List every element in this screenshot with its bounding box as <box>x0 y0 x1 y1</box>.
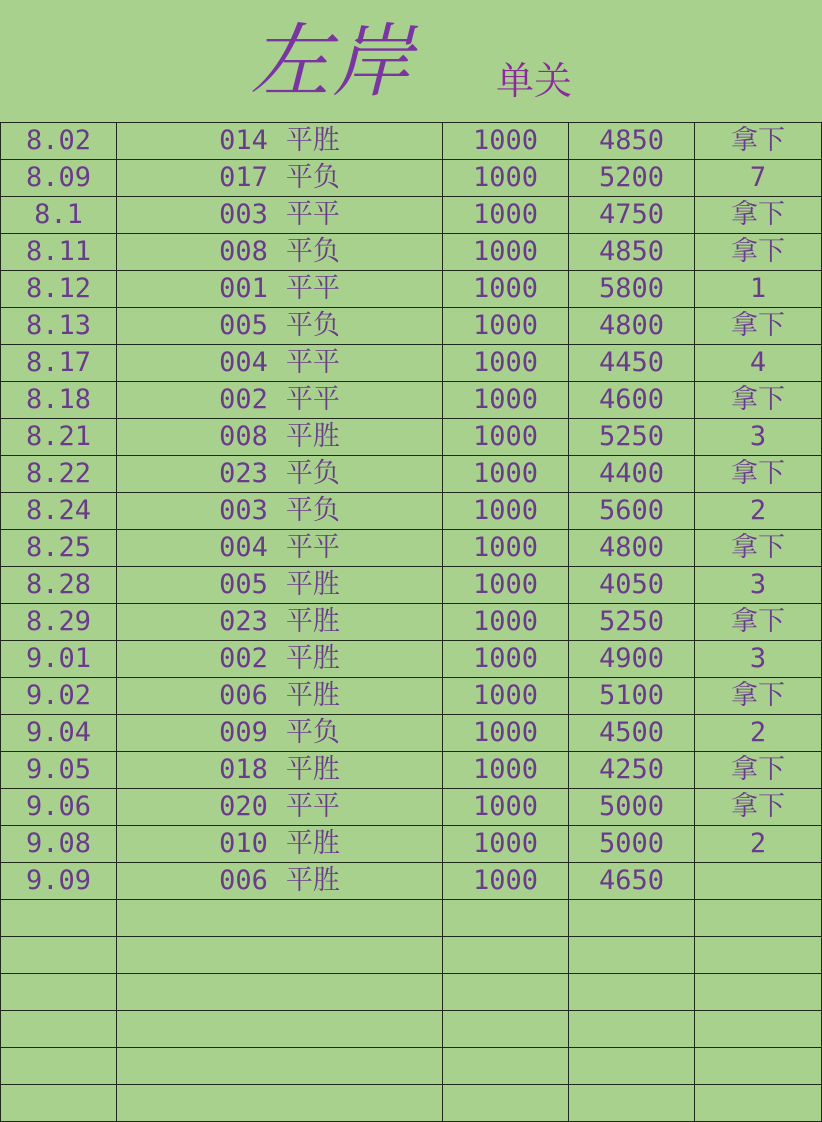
stake-value: 1000 <box>472 162 539 193</box>
date-value: 8.1 <box>34 199 83 230</box>
result-value: 2 <box>749 495 767 526</box>
date-cell[interactable] <box>1 419 117 456</box>
match-pick: 平胜 <box>285 421 340 452</box>
match-code: 005 <box>219 310 268 341</box>
match-cell[interactable] <box>117 419 443 456</box>
match-pick: 平负 <box>285 236 340 267</box>
date-cell[interactable] <box>1 715 117 752</box>
result-value: 拿下 <box>731 236 785 267</box>
payout-value: 4850 <box>598 125 665 156</box>
match-code: 020 <box>219 791 268 822</box>
payout-value: 4750 <box>598 199 665 230</box>
date-cell[interactable] <box>1 493 117 530</box>
payout-cell[interactable] <box>569 863 695 900</box>
table-row <box>1 345 822 382</box>
stake-cell[interactable] <box>443 1048 569 1085</box>
date-cell[interactable] <box>1 900 117 937</box>
match-cell[interactable] <box>117 1048 443 1085</box>
match-cell[interactable] <box>117 974 443 1011</box>
result-value: 2 <box>749 828 767 859</box>
payout-cell[interactable] <box>569 308 695 345</box>
date-cell[interactable] <box>1 456 117 493</box>
payout-value: 4250 <box>598 754 665 785</box>
date-value: 8.25 <box>25 532 92 563</box>
match-cell[interactable] <box>117 197 443 234</box>
stake-cell[interactable] <box>443 197 569 234</box>
result-cell[interactable] <box>695 789 822 826</box>
payout-cell[interactable] <box>569 1085 695 1122</box>
result-value: 拿下 <box>731 384 785 415</box>
payout-value: 5100 <box>598 680 665 711</box>
payout-cell[interactable] <box>569 826 695 863</box>
title-banner <box>0 0 822 122</box>
match-cell[interactable] <box>117 826 443 863</box>
payout-cell[interactable] <box>569 123 695 160</box>
result-value: 拿下 <box>731 458 785 489</box>
result-cell[interactable] <box>695 900 822 937</box>
date-value: 9.01 <box>25 643 92 674</box>
payout-cell[interactable] <box>569 382 695 419</box>
date-value: 8.12 <box>25 273 92 304</box>
match-pick: 平胜 <box>285 125 340 156</box>
match-cell[interactable] <box>117 678 443 715</box>
table-row <box>1 641 822 678</box>
match-pick: 平胜 <box>285 680 340 711</box>
match-pick: 平平 <box>285 532 340 563</box>
stake-cell[interactable] <box>443 1085 569 1122</box>
table-row <box>1 826 822 863</box>
stake-cell[interactable] <box>443 123 569 160</box>
result-cell[interactable] <box>695 641 822 678</box>
match-pick: 平平 <box>285 273 340 304</box>
stake-cell[interactable] <box>443 160 569 197</box>
payout-value: 5000 <box>598 828 665 859</box>
date-cell[interactable] <box>1 308 117 345</box>
stake-value: 1000 <box>472 384 539 415</box>
payout-value: 4800 <box>598 310 665 341</box>
match-code: 018 <box>219 754 268 785</box>
table-row <box>1 752 822 789</box>
match-code: 008 <box>219 236 268 267</box>
payout-value: 5600 <box>598 495 665 526</box>
payout-cell[interactable] <box>569 715 695 752</box>
stake-cell[interactable] <box>443 567 569 604</box>
date-cell[interactable] <box>1 567 117 604</box>
match-code: 006 <box>219 865 268 896</box>
payout-value: 5250 <box>598 606 665 637</box>
result-value: 拿下 <box>731 125 785 156</box>
stake-cell[interactable] <box>443 234 569 271</box>
result-value: 3 <box>749 569 767 600</box>
date-cell[interactable] <box>1 382 117 419</box>
stake-value: 1000 <box>472 828 539 859</box>
payout-value: 5800 <box>598 273 665 304</box>
result-cell[interactable] <box>695 678 822 715</box>
match-cell[interactable] <box>117 493 443 530</box>
stake-cell[interactable] <box>443 493 569 530</box>
bet-record-table <box>0 122 822 1122</box>
payout-value: 5250 <box>598 421 665 452</box>
date-value: 9.08 <box>25 828 92 859</box>
table-row <box>1 604 822 641</box>
match-cell[interactable] <box>117 123 443 160</box>
table-row <box>1 567 822 604</box>
payout-cell[interactable] <box>569 160 695 197</box>
match-pick: 平胜 <box>285 569 340 600</box>
result-cell[interactable] <box>695 345 822 382</box>
match-cell[interactable] <box>117 789 443 826</box>
result-cell[interactable] <box>695 752 822 789</box>
result-value: 拿下 <box>731 199 785 230</box>
match-cell[interactable] <box>117 900 443 937</box>
result-cell[interactable] <box>695 308 822 345</box>
date-cell[interactable] <box>1 160 117 197</box>
date-value: 8.11 <box>25 236 92 267</box>
match-code: 009 <box>219 717 268 748</box>
match-pick: 平胜 <box>285 754 340 785</box>
match-code: 006 <box>219 680 268 711</box>
result-value: 拿下 <box>731 532 785 563</box>
date-cell[interactable] <box>1 530 117 567</box>
match-pick: 平胜 <box>285 643 340 674</box>
match-code: 003 <box>219 199 268 230</box>
page-subtitle: 单关 <box>496 59 573 103</box>
stake-value: 1000 <box>472 125 539 156</box>
stake-cell[interactable] <box>443 715 569 752</box>
match-code: 023 <box>219 606 268 637</box>
match-code: 017 <box>219 162 268 193</box>
date-value: 8.24 <box>25 495 92 526</box>
date-value: 9.04 <box>25 717 92 748</box>
match-pick: 平负 <box>285 458 340 489</box>
stake-cell[interactable] <box>443 604 569 641</box>
table-body <box>1 123 822 1122</box>
payout-cell[interactable] <box>569 456 695 493</box>
payout-cell[interactable] <box>569 937 695 974</box>
match-pick: 平胜 <box>285 828 340 859</box>
match-cell[interactable] <box>117 1085 443 1122</box>
stake-cell[interactable] <box>443 863 569 900</box>
stake-cell[interactable] <box>443 641 569 678</box>
match-cell[interactable] <box>117 1011 443 1048</box>
payout-cell[interactable] <box>569 900 695 937</box>
payout-cell[interactable] <box>569 1048 695 1085</box>
date-cell[interactable] <box>1 974 117 1011</box>
date-value: 8.18 <box>25 384 92 415</box>
result-value: 3 <box>749 421 767 452</box>
table-row <box>1 234 822 271</box>
match-pick: 平平 <box>285 347 340 378</box>
match-code: 008 <box>219 421 268 452</box>
payout-cell[interactable] <box>569 345 695 382</box>
table-row <box>1 530 822 567</box>
match-pick: 平胜 <box>285 606 340 637</box>
result-cell[interactable] <box>695 974 822 1011</box>
match-code: 003 <box>219 495 268 526</box>
stake-cell[interactable] <box>443 974 569 1011</box>
stake-value: 1000 <box>472 606 539 637</box>
result-cell[interactable] <box>695 234 822 271</box>
table-row <box>1 863 822 900</box>
stake-value: 1000 <box>472 310 539 341</box>
match-cell[interactable] <box>117 530 443 567</box>
stake-cell[interactable] <box>443 900 569 937</box>
result-cell[interactable] <box>695 1011 822 1048</box>
match-cell[interactable] <box>117 456 443 493</box>
date-cell[interactable] <box>1 678 117 715</box>
match-pick: 平负 <box>285 717 340 748</box>
table-row <box>1 678 822 715</box>
match-pick: 平胜 <box>285 865 340 896</box>
result-cell[interactable] <box>695 1085 822 1122</box>
date-value: 8.09 <box>25 162 92 193</box>
payout-value: 4600 <box>598 384 665 415</box>
result-value: 2 <box>749 717 767 748</box>
match-cell[interactable] <box>117 641 443 678</box>
result-cell[interactable] <box>695 863 822 900</box>
result-cell[interactable] <box>695 937 822 974</box>
stake-cell[interactable] <box>443 456 569 493</box>
match-code: 005 <box>219 569 268 600</box>
match-cell[interactable] <box>117 345 443 382</box>
payout-cell[interactable] <box>569 530 695 567</box>
result-cell[interactable] <box>695 197 822 234</box>
table-row <box>1 900 822 937</box>
table-row <box>1 937 822 974</box>
date-value: 8.02 <box>25 125 92 156</box>
result-value: 拿下 <box>731 680 785 711</box>
table-row <box>1 715 822 752</box>
table-row <box>1 197 822 234</box>
match-pick: 平平 <box>285 791 340 822</box>
date-cell[interactable] <box>1 234 117 271</box>
stake-value: 1000 <box>472 791 539 822</box>
payout-value: 4500 <box>598 717 665 748</box>
stake-cell[interactable] <box>443 271 569 308</box>
match-code: 004 <box>219 347 268 378</box>
stake-cell[interactable] <box>443 419 569 456</box>
date-cell[interactable] <box>1 863 117 900</box>
stake-value: 1000 <box>472 532 539 563</box>
result-value: 3 <box>749 643 767 674</box>
date-cell[interactable] <box>1 826 117 863</box>
date-value: 8.22 <box>25 458 92 489</box>
result-value: 拿下 <box>731 791 785 822</box>
payout-value: 4050 <box>598 569 665 600</box>
stake-cell[interactable] <box>443 530 569 567</box>
match-cell[interactable] <box>117 160 443 197</box>
table-row <box>1 974 822 1011</box>
result-cell[interactable] <box>695 1048 822 1085</box>
match-cell[interactable] <box>117 937 443 974</box>
date-cell[interactable] <box>1 345 117 382</box>
date-cell[interactable] <box>1 604 117 641</box>
date-cell[interactable] <box>1 789 117 826</box>
stake-cell[interactable] <box>443 937 569 974</box>
match-cell[interactable] <box>117 863 443 900</box>
payout-cell[interactable] <box>569 271 695 308</box>
result-cell[interactable] <box>695 604 822 641</box>
result-cell[interactable] <box>695 123 822 160</box>
stake-value: 1000 <box>472 273 539 304</box>
match-cell[interactable] <box>117 234 443 271</box>
date-cell[interactable] <box>1 197 117 234</box>
payout-value: 4900 <box>598 643 665 674</box>
result-value: 7 <box>749 162 767 193</box>
date-cell[interactable] <box>1 1085 117 1122</box>
table-row <box>1 493 822 530</box>
date-value: 8.28 <box>25 569 92 600</box>
stake-cell[interactable] <box>443 752 569 789</box>
page-title: 左岸 <box>250 15 414 108</box>
match-pick: 平平 <box>285 384 340 415</box>
match-code: 004 <box>219 532 268 563</box>
date-value: 9.09 <box>25 865 92 896</box>
payout-cell[interactable] <box>569 604 695 641</box>
stake-value: 1000 <box>472 754 539 785</box>
result-value: 拿下 <box>731 754 785 785</box>
stake-cell[interactable] <box>443 678 569 715</box>
match-pick: 平负 <box>285 162 340 193</box>
date-cell[interactable] <box>1 641 117 678</box>
date-value: 8.21 <box>25 421 92 452</box>
stake-value: 1000 <box>472 199 539 230</box>
stake-cell[interactable] <box>443 308 569 345</box>
stake-value: 1000 <box>472 865 539 896</box>
date-value: 8.13 <box>25 310 92 341</box>
match-code: 002 <box>219 384 268 415</box>
stake-cell[interactable] <box>443 789 569 826</box>
stake-value: 1000 <box>472 458 539 489</box>
payout-cell[interactable] <box>569 493 695 530</box>
result-cell[interactable] <box>695 567 822 604</box>
payout-value: 4450 <box>598 347 665 378</box>
payout-cell[interactable] <box>569 789 695 826</box>
match-code: 001 <box>219 273 268 304</box>
date-value: 9.02 <box>25 680 92 711</box>
payout-cell[interactable] <box>569 1011 695 1048</box>
match-cell[interactable] <box>117 308 443 345</box>
result-value: 1 <box>749 273 767 304</box>
result-cell[interactable] <box>695 826 822 863</box>
result-cell[interactable] <box>695 493 822 530</box>
payout-cell[interactable] <box>569 641 695 678</box>
stake-value: 1000 <box>472 236 539 267</box>
match-cell[interactable] <box>117 752 443 789</box>
result-cell[interactable] <box>695 715 822 752</box>
date-value: 9.05 <box>25 754 92 785</box>
match-cell[interactable] <box>117 382 443 419</box>
result-cell[interactable] <box>695 419 822 456</box>
date-cell[interactable] <box>1 1048 117 1085</box>
stake-value: 1000 <box>472 643 539 674</box>
match-code: 023 <box>219 458 268 489</box>
table-row <box>1 1048 822 1085</box>
date-cell[interactable] <box>1 1011 117 1048</box>
table-row <box>1 456 822 493</box>
match-pick: 平负 <box>285 495 340 526</box>
table-row <box>1 419 822 456</box>
match-code: 002 <box>219 643 268 674</box>
table-row <box>1 308 822 345</box>
result-value: 拿下 <box>731 606 785 637</box>
stake-cell[interactable] <box>443 345 569 382</box>
table-row <box>1 1085 822 1122</box>
table-row <box>1 160 822 197</box>
match-code: 014 <box>219 125 268 156</box>
stake-cell[interactable] <box>443 826 569 863</box>
match-cell[interactable] <box>117 567 443 604</box>
stake-value: 1000 <box>472 569 539 600</box>
payout-value: 4800 <box>598 532 665 563</box>
stake-cell[interactable] <box>443 382 569 419</box>
match-code: 010 <box>219 828 268 859</box>
result-value: 拿下 <box>731 310 785 341</box>
result-cell[interactable] <box>695 456 822 493</box>
payout-value: 4650 <box>598 865 665 896</box>
payout-value: 5000 <box>598 791 665 822</box>
table-row <box>1 789 822 826</box>
match-pick: 平负 <box>285 310 340 341</box>
match-pick: 平平 <box>285 199 340 230</box>
payout-value: 4850 <box>598 236 665 267</box>
stake-value: 1000 <box>472 680 539 711</box>
date-cell[interactable] <box>1 271 117 308</box>
date-value: 8.29 <box>25 606 92 637</box>
table-row <box>1 123 822 160</box>
table-row <box>1 1011 822 1048</box>
match-cell[interactable] <box>117 604 443 641</box>
result-cell[interactable] <box>695 271 822 308</box>
payout-cell[interactable] <box>569 419 695 456</box>
payout-value: 5200 <box>598 162 665 193</box>
date-cell[interactable] <box>1 123 117 160</box>
payout-cell[interactable] <box>569 567 695 604</box>
date-value: 8.17 <box>25 347 92 378</box>
payout-value: 4400 <box>598 458 665 489</box>
payout-cell[interactable] <box>569 197 695 234</box>
payout-cell[interactable] <box>569 234 695 271</box>
date-value: 9.06 <box>25 791 92 822</box>
stake-value: 1000 <box>472 421 539 452</box>
payout-cell[interactable] <box>569 678 695 715</box>
payout-cell[interactable] <box>569 752 695 789</box>
result-cell[interactable] <box>695 382 822 419</box>
table-row <box>1 382 822 419</box>
result-cell[interactable] <box>695 530 822 567</box>
payout-cell[interactable] <box>569 974 695 1011</box>
match-cell[interactable] <box>117 715 443 752</box>
stake-value: 1000 <box>472 495 539 526</box>
result-cell[interactable] <box>695 160 822 197</box>
date-cell[interactable] <box>1 937 117 974</box>
date-cell[interactable] <box>1 752 117 789</box>
stake-value: 1000 <box>472 347 539 378</box>
stake-cell[interactable] <box>443 1011 569 1048</box>
stake-value: 1000 <box>472 717 539 748</box>
match-cell[interactable] <box>117 271 443 308</box>
result-value: 4 <box>749 347 767 378</box>
table-row <box>1 271 822 308</box>
